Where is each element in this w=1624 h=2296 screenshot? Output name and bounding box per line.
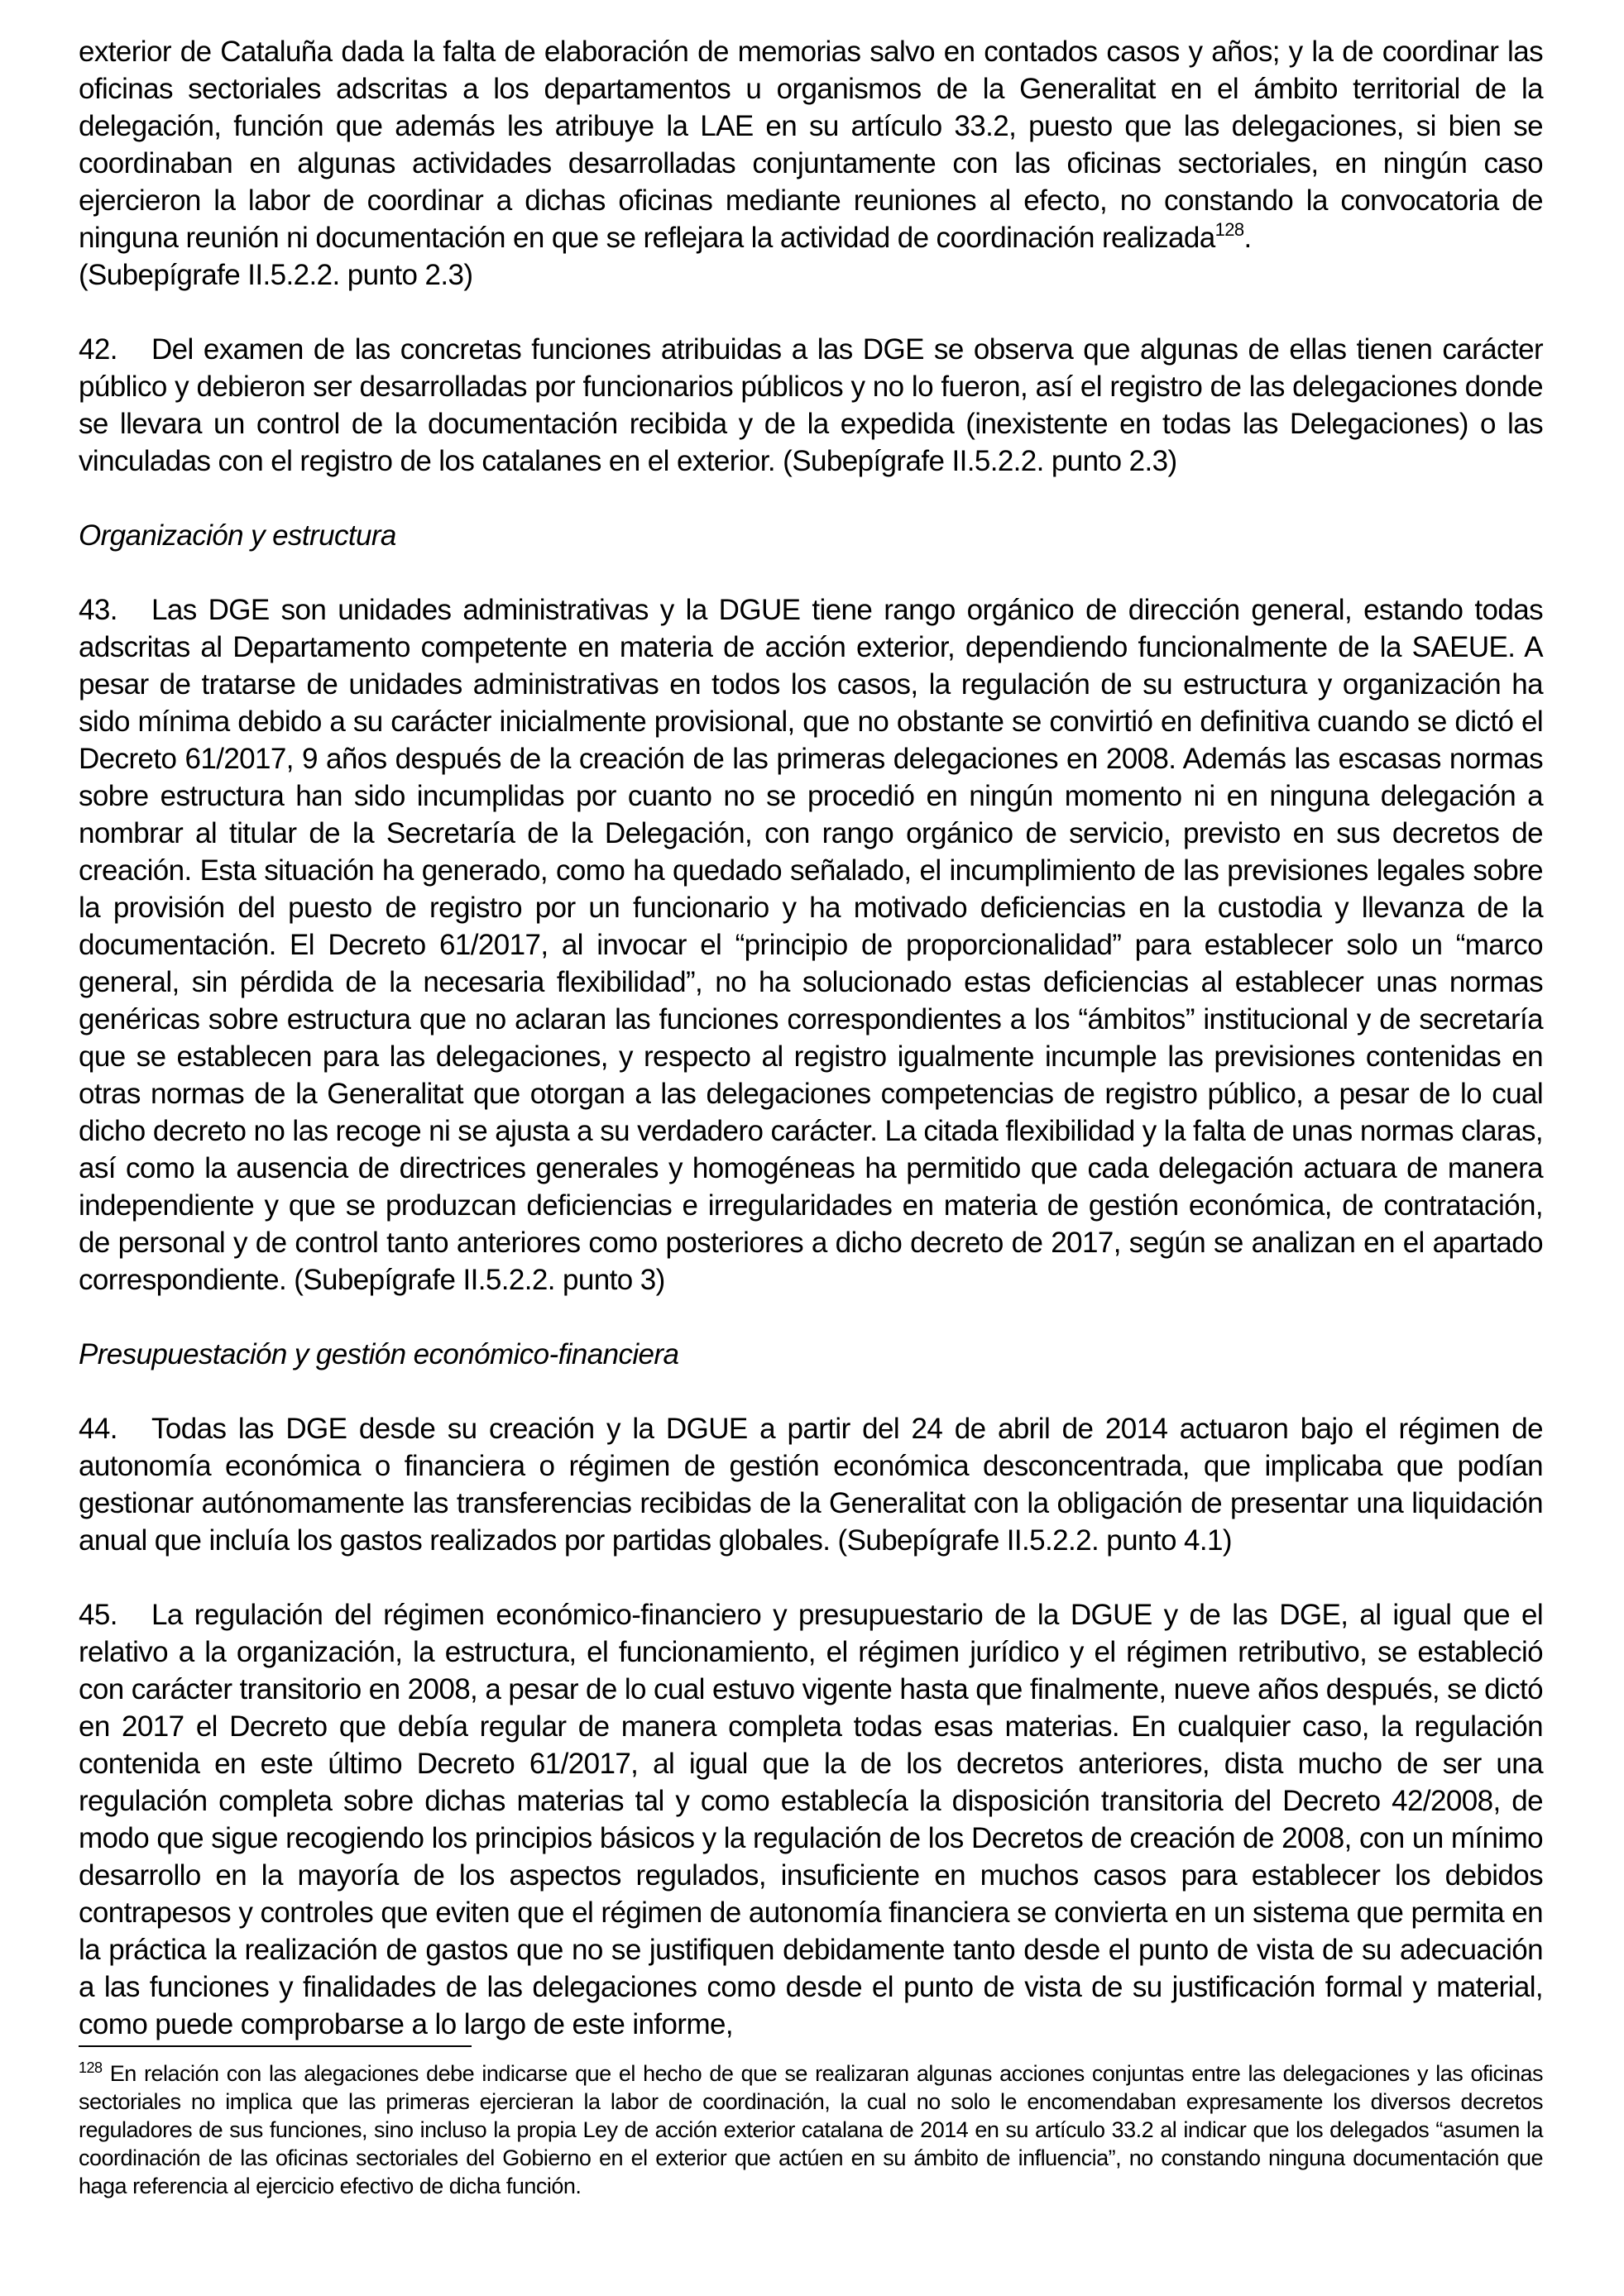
- paragraph-number: 45.: [79, 1599, 117, 1631]
- paragraph-text: Todas las DGE desde su creación y la DGUE a partir del 24 de abril de 2014 actuaron bajo el régimen de autonomía económica o financiera o régimen de gestión económica desconcentrada, que implicaba que podían gestionar autónomamente las transferencias recibidas de la Generalitat con la obligación de presentar una liquidación anual que incluía los gastos realizados por partidas globales. (Subepígrafe II.5.2.2. punto 4.1): [79, 1413, 1543, 1557]
- document-body: [79, 33, 1543, 2080]
- paragraph-continuation: exterior de Cataluña dada la falta de elaboración de memorias salvo en contados casos y años; y la de coordinar las oficinas sectoriales adscritas a los departamentos u organismos de la Generalitat en el ámbito territorial de la delegación, función que además les atribuye la LAE en su artículo 33.2, puesto que las delegaciones, si bien se coordinaban en algunas actividades desarrolladas conjuntamente con las oficinas sectoriales, en ningún caso ejercieron la labor de coordinar a dichas oficinas mediante reuniones al efecto, no constando la convocatoria de ninguna reunión ni documentación en que se reflejara la actividad de coordinación realizada$^{128}$. (Subepígrafe II.5.2.2. punto 2.3): [79, 36, 1543, 291]
- paragraph-text: La regulación del régimen económico-financiero y presupuestario de la DGUE y de las DGE, al igual que el relativo a la organización, la estructura, el funcionamiento, el régimen jurídico y el régimen retributivo, se estableció con carácter transitorio en 2008, a pesar de lo cual estuvo vigente hasta que finalmente, nueve años después, se dictó en 2017 el Decreto que debía regular de manera completa todas esas materias. En cualquier caso, la regulación contenida en este último Decreto 61/2017, al igual que la de los decretos anteriores, dista mucho de ser una regulación completa sobre dichas materias tal y como establecía la disposición transitoria del Decreto 42/2008, de modo que sigue recogiendo los principios básicos y la regulación de los Decretos de creación de 2008, con un mínimo desarrollo en la mayoría de los aspectos regulados, insuficiente en muchos casos para establecer los debidos contrapesos y controles que eviten que el régimen de autonomía financiera se convierta en un sistema que permita en la práctica la realización de gastos que no se justifiquen debidamente tanto desde el punto de vista de su adecuación a las funciones y finalidades de las delegaciones como desde el punto de vista de su justificación formal y material, como puede comprobarse a lo largo de este informe,: [79, 1599, 1543, 2040]
- section-reference: (Subepígrafe II.5.2.2. punto 2.3): [79, 259, 473, 291]
- footnote-number: 128: [79, 2059, 103, 2076]
- paragraph-text: exterior de Cataluña dada la falta de elaboración de memorias salvo en contados casos y años; y la de coordinar las oficinas sectoriales adscritas a los departamentos u organismos de la Generalitat en el ámbito territorial de la delegación, función que además les atribuye la LAE en su artículo 33.2, puesto que las delegaciones, si bien se coordinaban en algunas actividades desarrolladas conjuntamente con las oficinas sectoriales, en ningún caso ejercieron la labor de coordinar a dichas oficinas mediante reuniones al efecto, no constando la convocatoria de ninguna reunión ni documentación en que se reflejara la actividad de coordinación realizada: [79, 36, 1543, 254]
- paragraph-44: [79, 1410, 1543, 1559]
- paragraph-43: [79, 591, 1543, 1299]
- paragraph-42: [79, 331, 1543, 480]
- paragraph-45: [79, 1596, 1543, 2043]
- paragraph-text: Del examen de las concretas funciones atribuidas a las DGE se observa que algunas de ellas tienen carácter público y debieron ser desarrolladas por funcionarios públicos y no lo fueron, así el registro de las delegaciones donde se llevara un control de la documentación recibida y de la expedida (inexistente en todas las Delegaciones) o las vinculadas con el registro de los catalanes en el exterior. (Subepígrafe II.5.2.2. punto 2.3): [79, 333, 1543, 477]
- section-heading-organizacion: Organización y estructura: [79, 519, 396, 552]
- footnote-separator: [79, 2045, 472, 2047]
- paragraph-number: 43.: [79, 594, 117, 626]
- footnotes: [79, 2059, 1543, 2200]
- paragraph-number: 42.: [79, 333, 117, 366]
- footnote-text: En relación con las alegaciones debe indicarse que el hecho de que se realizaran algunas acciones conjuntas entre las delegaciones y las oficinas sectoriales no implica que las primeras ejercieran la labor de coordinación, la cual no solo le encomendaban expresamente los diversos decretos reguladores de sus funciones, sino incluso la propia Ley de acción exterior catalana de 2014 en su artículo 33.2 al indicar que los delegados “asumen la coordinación de las oficinas sectoriales del Gobierno en el exterior que actúen en su ámbito de influencia”, no constando ninguna documentación que haga referencia al ejercicio efectivo de dicha función.: [79, 2061, 1543, 2198]
- section-heading-presupuestacion: Presupuestación y gestión económico-financiera: [79, 1338, 679, 1370]
- paragraph-number: 44.: [79, 1413, 117, 1445]
- paragraph-text: Las DGE son unidades administrativas y la DGUE tiene rango orgánico de dirección general, estando todas adscritas al Departamento competente en materia de acción exterior, dependiendo funcionalmente de la SAEUE. A pesar de tratarse de unidades administrativas en todos los casos, la regulación de su estructura y organización ha sido mínima debido a su carácter inicialmente provisional, que no obstante se convirtió en definitiva cuando se dictó el Decreto 61/2017, 9 años después de la creación de las primeras delegaciones en 2008. Además las escasas normas sobre estructura han sido incumplidas por cuanto no se procedió en ningún momento ni en ninguna delegación a nombrar al titular de la Secretaría de la Delegación, con rango orgánico de servicio, previsto en sus decretos de creación. Esta situación ha generado, como ha quedado señalado, el incumplimiento de las previsiones legales sobre la provisión del puesto de registro por un funcionario y ha motivado deficiencias en la custodia y llevanza de la documentación. El Decreto 61/2017, al invocar el “principio de proporcionalidad” para establecer solo un “marco general, sin pérdida de la necesaria flexibilidad”, no ha solucionado estas deficiencias al establecer unas normas genéricas sobre estructura que no aclaran las funciones correspondientes a los “ámbitos” institucional y de secretaría que se establecen para las delegaciones, y respecto al registro igualmente incumple las previsiones contenidas en otras normas de la Generalitat que otorgan a las delegaciones competencias de registro público, a pesar de lo cual dicho decreto no las recoge ni se ajusta a su verdadero carácter. La citada flexibilidad y la falta de unas normas claras, así como la ausencia de directrices generales y homogéneas ha permitido que cada delegación actuara de manera independiente y que se produzcan deficiencias e irregularidades en materia de gestión económica, de contratación, de personal y de control tanto anteriores como posteriores a dicho decreto de 2017, según se analizan en el apartado correspondiente. (Subepígrafe II.5.2.2. punto 3): [79, 594, 1543, 1296]
- footnote-128: [79, 2059, 1543, 2200]
- footnote-ref-128[interactable]: 128: [1214, 219, 1244, 240]
